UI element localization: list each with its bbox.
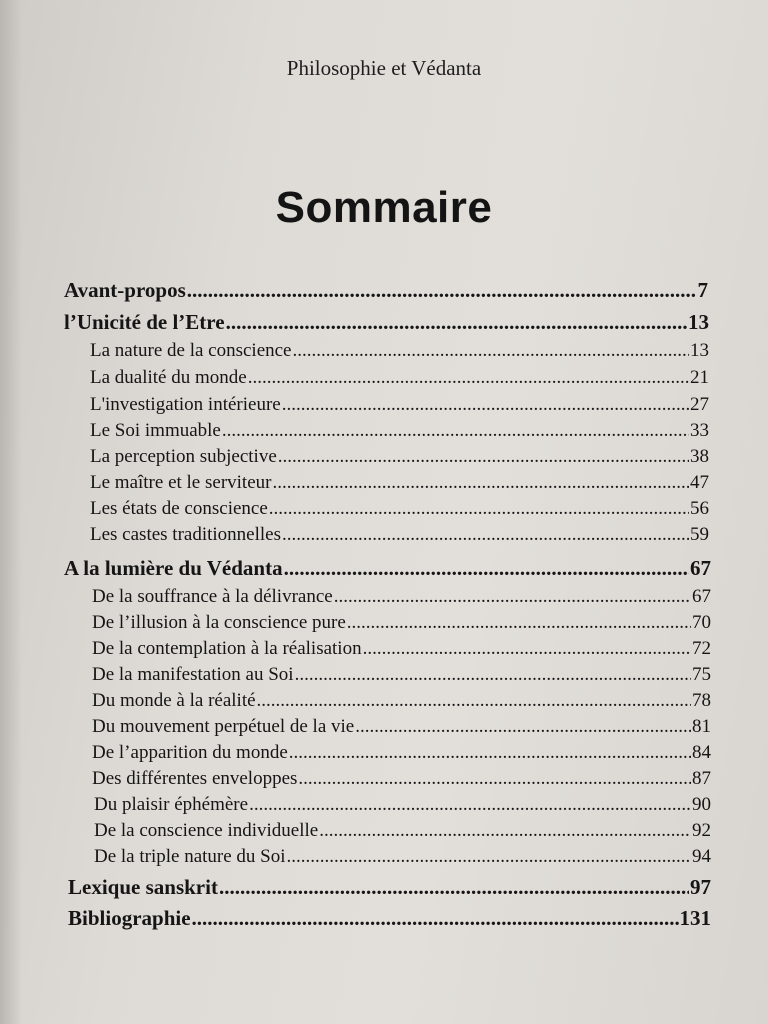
toc-entry-label: De la souffrance à la délivrance — [92, 586, 333, 607]
toc-page-number: 97 — [690, 875, 711, 899]
toc-entry-label: De la contemplation à la réalisation — [92, 638, 362, 659]
toc-entry — [94, 846, 711, 868]
toc-leader-dots — [347, 612, 691, 634]
toc-entry — [94, 820, 711, 842]
toc-entry — [92, 664, 711, 686]
toc-entry — [90, 446, 709, 468]
toc-entry — [90, 340, 709, 362]
toc-page-number: 84 — [692, 742, 711, 763]
toc-section-avant-propos — [64, 278, 708, 303]
toc-page-number: 13 — [690, 340, 709, 361]
toc-leader-dots — [284, 556, 689, 581]
toc-entry — [94, 794, 711, 816]
toc-page-number: 94 — [692, 846, 711, 867]
toc-leader-dots — [278, 446, 689, 468]
toc-page-number: 38 — [690, 446, 709, 467]
toc-leader-dots — [282, 394, 689, 416]
toc-section-label: A la lumière du Védanta — [64, 556, 283, 580]
toc-entry-label: De l’apparition du monde — [92, 742, 288, 763]
toc-leader-dots — [249, 794, 691, 816]
toc-leader-dots — [287, 846, 691, 868]
toc-page-number: 67 — [692, 586, 711, 607]
toc-entry — [92, 638, 711, 660]
toc-leader-dots — [289, 742, 691, 764]
toc-entry-label: Des différentes enveloppes — [92, 768, 298, 789]
toc-page-number: 7 — [697, 278, 708, 302]
toc-entry-label: La dualité du monde — [90, 367, 247, 388]
toc-entry — [90, 524, 709, 546]
toc-leader-dots — [355, 716, 691, 738]
toc-leader-dots — [219, 875, 689, 900]
toc-leader-dots — [192, 906, 679, 931]
toc-entry-label: Les états de conscience — [90, 498, 268, 519]
toc-entry-label: De la manifestation au Soi — [92, 664, 294, 685]
toc-page-number: 131 — [679, 906, 711, 930]
toc-entry-label: De l’illusion à la conscience pure — [92, 612, 346, 633]
toc-page-number: 47 — [690, 472, 709, 493]
toc-page-number: 13 — [688, 310, 709, 334]
toc-page-number: 75 — [692, 664, 711, 685]
toc-leader-dots — [293, 340, 690, 362]
toc-page-number: 27 — [690, 394, 709, 415]
toc-leader-dots — [226, 310, 687, 335]
toc-page-number: 70 — [692, 612, 711, 633]
toc-entry — [90, 472, 709, 494]
toc-leader-dots — [295, 664, 691, 686]
toc-entry-label: Les castes traditionnelles — [90, 524, 281, 545]
toc-leader-dots — [222, 420, 689, 442]
toc-entry — [92, 768, 711, 790]
toc-entry — [92, 612, 711, 634]
toc-section-label: l’Unicité de l’Etre — [64, 310, 225, 334]
toc-leader-dots — [269, 498, 689, 520]
toc-section-bibliographie — [68, 906, 711, 931]
toc-page-number: 87 — [692, 768, 711, 789]
toc-page-number: 90 — [692, 794, 711, 815]
toc-section-lexique — [68, 875, 711, 900]
page-title: Sommaire — [275, 183, 493, 232]
toc-entry — [90, 420, 709, 442]
toc-page-number: 67 — [690, 556, 711, 580]
toc-section-label: Bibliographie — [68, 906, 191, 930]
toc-section-unicite — [64, 310, 709, 335]
toc-leader-dots — [319, 820, 691, 842]
toc-leader-dots — [298, 768, 691, 790]
toc-entry-label: Le maître et le serviteur — [90, 472, 272, 493]
toc-page-number: 81 — [692, 716, 711, 737]
toc-entry-label: Du monde à la réalité — [92, 690, 256, 711]
toc-section-label: Avant-propos — [64, 278, 186, 302]
toc-entry — [92, 586, 711, 608]
toc-entry — [92, 742, 711, 764]
toc-entry-label: L'investigation intérieure — [90, 394, 281, 415]
toc-page-number: 92 — [692, 820, 711, 841]
toc-section-label: Lexique sanskrit — [68, 875, 218, 899]
toc-section-lumiere — [64, 556, 711, 581]
running-header: Philosophie et Védanta — [286, 56, 482, 80]
toc-page-number: 56 — [690, 498, 709, 519]
toc-entry-label: La perception subjective — [90, 446, 277, 467]
toc-page-number: 72 — [692, 638, 711, 659]
toc-leader-dots — [272, 472, 689, 494]
toc-entry-label: Du mouvement perpétuel de la vie — [92, 716, 355, 737]
toc-entry-label: Le Soi immuable — [90, 420, 221, 441]
toc-page-number: 78 — [692, 690, 711, 711]
toc-entry — [90, 498, 709, 520]
toc-entry — [92, 716, 711, 738]
toc-leader-dots — [282, 524, 689, 546]
toc-leader-dots — [334, 586, 691, 608]
toc-leader-dots — [248, 367, 689, 389]
toc-entry-label: De la conscience individuelle — [94, 820, 319, 841]
toc-page-number: 21 — [690, 367, 709, 388]
toc-leader-dots — [187, 278, 697, 303]
toc-page-number: 33 — [690, 420, 709, 441]
toc-entry — [92, 690, 711, 712]
toc-leader-dots — [257, 690, 691, 712]
toc-entry — [90, 367, 709, 389]
toc-page-number: 59 — [690, 524, 709, 545]
toc-leader-dots — [363, 638, 691, 660]
toc-entry-label: La nature de la conscience — [90, 340, 292, 361]
toc-entry-label: De la triple nature du Soi — [94, 846, 286, 867]
toc-entry — [90, 394, 709, 416]
toc-entry-label: Du plaisir éphémère — [94, 794, 249, 815]
